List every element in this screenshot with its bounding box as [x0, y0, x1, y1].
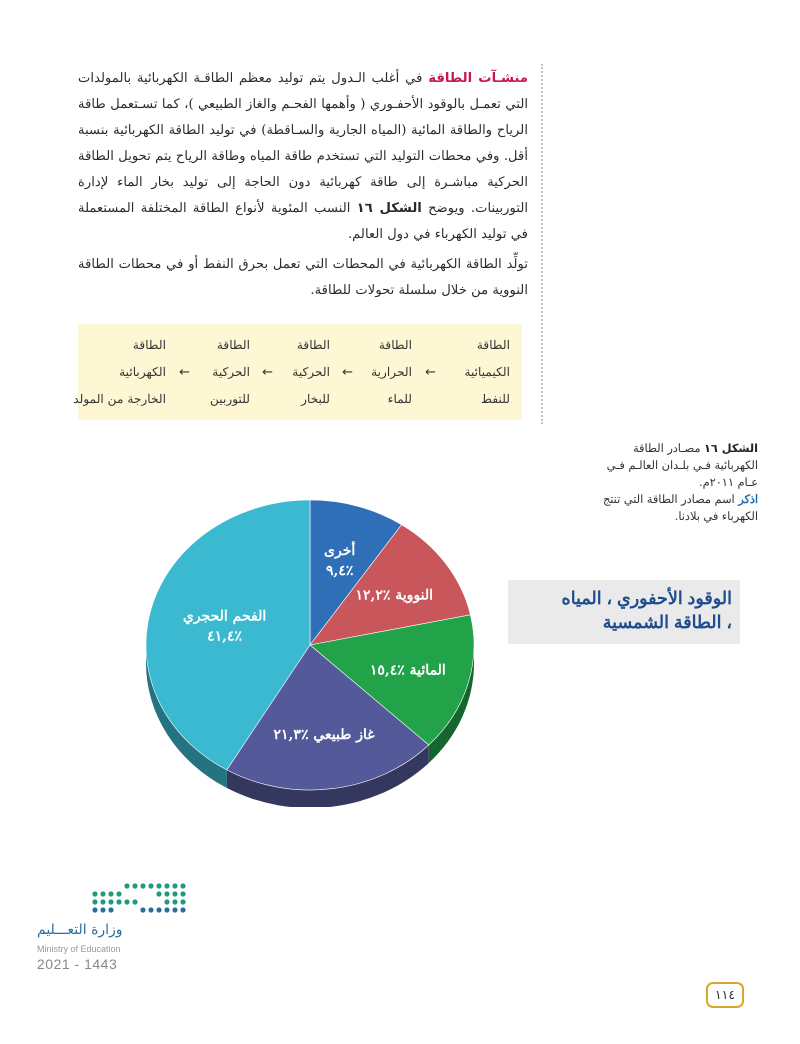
caption-text: مصـادر الطاقة الكهربائية فـي بلـدان العالـم فـي عـام ٢٠١١م.	[606, 442, 758, 489]
chain-text: الكيميائية	[464, 365, 510, 379]
column-divider	[541, 64, 543, 424]
question-text: اسم مصادر الطاقة التي تنتج الكهرباء في بلادنا.	[602, 493, 758, 523]
chain-step-chemical	[464, 332, 510, 413]
chain-step-thermal	[371, 332, 412, 413]
answer-box	[508, 580, 740, 644]
section-heading: منشـآت الطاقة	[428, 71, 528, 86]
figure-reference: الشكل ١٦	[356, 201, 422, 216]
body-text	[78, 66, 528, 308]
chain-text: للنفط	[480, 392, 510, 406]
paragraph-text-end: النسب المئوية لأنواع الطاقة المختلفة المستعملة في توليد الكهرباء في دول العالم.	[78, 201, 528, 242]
chain-text: الكهربائية	[119, 365, 166, 379]
pie-label-3: غاز طبيعي ٪٢١,٣	[273, 727, 375, 744]
ministry-name-arabic: وزارة التعـــليم	[37, 922, 123, 938]
page-number: ١١٤	[706, 982, 744, 1008]
paragraph-energy-facilities	[78, 66, 528, 248]
paragraph-text: في أغلب الـدول يتم توليد معظم الطاقـة الكهربائية بالمولدات التي تعمـل بالوقود الأحفـوري ( وأهمها الفحـم والغاز الطبيعي )، كما تسـتعمل طاقة الرياح والطاقة المائية (المياه الجارية والسـاقطة) في توليد الطاقة الكهربائية بنسبة أقل. وفي محطات التوليد التي تستخدم طاقة المياه وطاقة الرياح يتم تحويل الطاقة الحركية مباشـرة إلى طاقة كهربائية دون الحاجة إلى توليد بخار الماء لإدارة التوربينات. ويوضح	[78, 71, 529, 216]
pie-label-4: الفحم الحجري	[182, 608, 267, 625]
chain-text: الحركية	[212, 365, 250, 379]
chain-text: الطاقة	[132, 338, 166, 352]
answer-line-2: ، الطاقة الشمسية	[602, 612, 732, 632]
chain-text: الحركية	[292, 365, 330, 379]
chain-step-kinetic-steam	[292, 332, 330, 413]
pie-label-0: أخرى	[324, 543, 356, 560]
chain-step-kinetic-turbine	[210, 332, 250, 413]
chain-arrow: ←	[342, 365, 353, 380]
chain-arrow: ←	[262, 365, 273, 380]
energy-sources-pie-chart	[140, 497, 480, 807]
chain-text: للبخار	[301, 392, 330, 406]
chain-text: للتوربين	[210, 392, 250, 406]
chain-text: الطاقة	[216, 338, 250, 352]
pie-value-4: ٪٤١,٤	[207, 628, 243, 645]
chain-step-electrical	[73, 332, 166, 413]
pie-label-2: المائية ٪١٥,٤	[369, 662, 446, 679]
paragraph-conversion: تولِّد الطاقة الكهربائية في المحطات التي تعمل بحرق النفط أو في محطات الطاقة النووية من خلال سلسلة تحولات للطاقة.	[78, 257, 528, 298]
chain-arrow: ←	[179, 365, 190, 380]
chain-text: للماء	[387, 392, 412, 406]
ministry-name-english: Ministry of Education	[37, 944, 121, 954]
energy-chain-box	[73, 324, 522, 420]
chain-text: الطاقة	[296, 338, 330, 352]
pie-value-0: ٪٩,٤	[325, 563, 354, 580]
chain-text: الخارجة من المولد	[73, 392, 166, 406]
academic-years: 2021 - 1443	[37, 956, 118, 972]
figure-label: الشكل ١٦	[704, 442, 758, 455]
pie-label-1: النووية ٪١٢,٢	[355, 587, 434, 604]
ministry-logo	[37, 878, 197, 988]
chain-text: الطاقة	[476, 338, 510, 352]
chain-text: الحرارية	[371, 365, 412, 379]
figure-caption	[598, 440, 758, 525]
answer-line-1: الوقود الأحفوري ، المياه	[561, 588, 732, 608]
question-prompt: اذكر	[738, 492, 758, 506]
chain-arrow: ←	[425, 365, 436, 380]
logo-dots-icon	[37, 878, 197, 918]
chain-text: الطاقة	[378, 338, 412, 352]
